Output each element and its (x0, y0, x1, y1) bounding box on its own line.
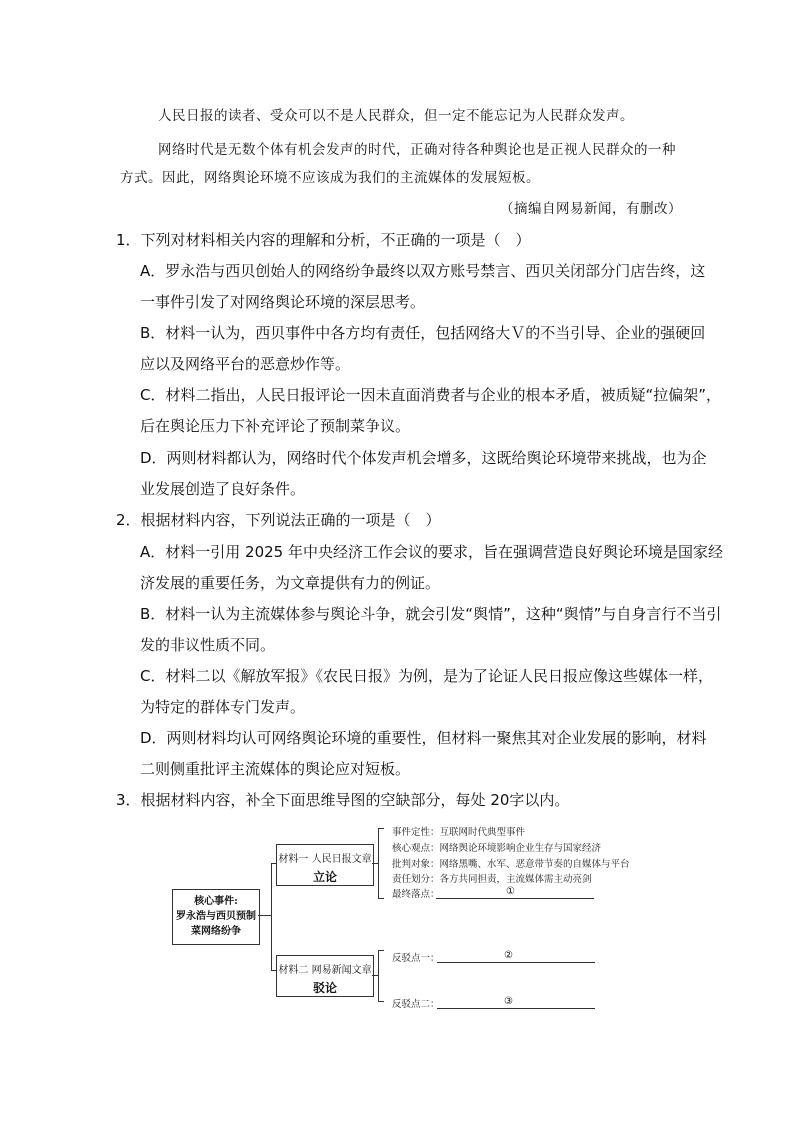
branch1-item-3: 批判对象：网络黑嘴、水军、恶意带节奏的自媒体与平台 (392, 859, 630, 870)
branch1-title: 材料一 人民日报文章 (278, 854, 372, 865)
q2-option-b-line2: 发的非议性质不同。 (140, 636, 276, 654)
q1-option-d-line1: D．两则材料都认为，网络时代个体发声机会增多，这既给舆论环境带来挑战，也为企 (140, 449, 707, 467)
branch1-item-5: 最终落点： (392, 889, 440, 900)
q2-option-c-line2: 为特定的群体专门发声。 (140, 698, 306, 716)
passage-line-1: 人民日报的读者、受众可以不是人民群众，但一定不能忘记为人民群众发声。 (158, 108, 634, 124)
branch2-box (276, 955, 374, 997)
q2-option-a-line2: 济发展的重要任务，为文章提供有力的例证。 (140, 574, 441, 592)
blank-3[interactable] (437, 997, 595, 1009)
q2-option-d-line2: 二则侧重批评主流媒体的舆论应对短板。 (140, 760, 411, 778)
question-3-stem: 3．根据材料内容，补全下面思维导图的空缺部分，每处 20字以内。 (116, 791, 570, 809)
blank-2[interactable] (437, 951, 595, 963)
blank-1-number: ① (506, 886, 515, 897)
connector-vertical (271, 863, 272, 970)
branch1-item-2: 核心观点：网络舆论环境影响企业生存与国家经济 (392, 843, 602, 854)
q1-option-c-line1: C．材料二指出，人民日报评论一因未直面消费者与企业的根本矛盾，被质疑“拉偏架”， (140, 386, 722, 404)
q1-option-c-line2: 后在舆论压力下补充评论了预制菜争议。 (140, 417, 411, 435)
connector-core (258, 915, 272, 916)
q2-option-b-line1: B．材料一认为主流媒体参与舆论斗争，就会引发“舆情”，这种“舆情”与自身言行不当引 (140, 605, 722, 623)
q1-option-d-line2: 业发展创造了良好条件。 (140, 480, 306, 498)
passage-line-2: 网络时代是无数个体有机会发声的时代，正确对待各种舆论也是正视人民群众的一种 (158, 142, 676, 158)
branch1-item-1: 事件定性：互联网时代典型事件 (392, 827, 526, 838)
q2-option-c-line1: C．材料二以《解放军报》《农民日报》为例，是为了论证人民日报应像这些媒体一样， (140, 667, 713, 685)
q1-option-b-line1: B．材料一认为，西贝事件中各方均有责任，包括网络大Ｖ的不当引导、企业的强硬回 (140, 324, 706, 342)
q2-option-d-line1: D．两则材料均认可网络舆论环境的重要性，但材料一聚焦其对企业发展的影响，材料 (140, 729, 707, 747)
blank-1[interactable] (436, 887, 594, 899)
blank-3-number: ③ (504, 996, 513, 1007)
branch2-brace (378, 950, 379, 1001)
branch2-item-1: 反驳点一： (392, 953, 440, 964)
branch1-brace (378, 828, 379, 898)
core-label: 核心事件: (194, 896, 238, 907)
q1-option-a-line2: 一事件引发了对网络舆论环境的深层思考。 (140, 293, 426, 311)
question-1-stem: 1．下列对材料相关内容的理解和分析，不正确的一项是（ ） (116, 231, 531, 249)
q2-option-a-line1: A．材料一引用 2025 年中央经济工作会议的要求，旨在强调营造良好舆论环境是国家经 (140, 543, 723, 561)
q1-option-a-line1: A．罗永浩与西贝创始人的网络纷争最终以双方账号禁言、西贝关闭部分门店告终，这 (140, 262, 706, 280)
branch1-item-4: 责任划分：各方共同担责，主流媒体需主动亮剑 (392, 874, 592, 885)
branch1-brace-bottom (378, 898, 384, 899)
q1-option-b-line2: 应以及网络平台的恶意炒作等。 (140, 355, 351, 373)
branch1-subtitle: 立论 (312, 870, 337, 884)
blank-2-number: ② (504, 950, 513, 961)
passage-source: （摘编自网易新闻，有删改） (500, 201, 682, 217)
branch1-brace-top (378, 828, 384, 829)
mindmap-core-box (172, 889, 260, 945)
branch1-box (276, 844, 374, 886)
core-line-1: 罗永浩与西贝预制 (176, 911, 256, 922)
branch2-title: 材料二 网易新闻文章 (278, 965, 372, 976)
branch2-brace-top (378, 950, 384, 951)
branch2-subtitle: 驳论 (312, 981, 337, 995)
question-2-stem: 2．根据材料内容，下列说法正确的一项是（ ） (116, 511, 441, 529)
branch2-item-2: 反驳点二： (392, 999, 440, 1010)
core-line-2: 菜网络纷争 (191, 926, 241, 937)
branch2-brace-bottom (378, 1001, 384, 1002)
passage-line-3: 方式。因此，网络舆论环境不应该成为我们的主流媒体的发展短板。 (120, 170, 540, 186)
